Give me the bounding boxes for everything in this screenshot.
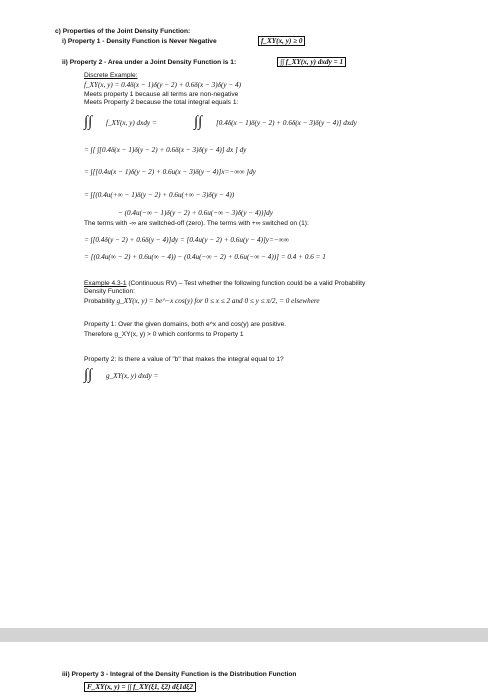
integral-equation-1-left: f_XY(x, y) dxdy = [106, 119, 157, 127]
meets-property-1-text: Meets property 1 because all terms are non-negative [84, 91, 239, 98]
example-number: Example 4.3-1 [84, 280, 127, 287]
property-3-formula: F_XY(x, y) = ∫∫ f_XY(ξ1, ξ2) dξ1dξ2 [84, 682, 196, 692]
integral-equation-4a: = ∫[(0.4u(+∞ − 1)δ(y − 2) + 0.6u(+∞ − 3)δ(y − 4)) [84, 191, 235, 199]
property-1-formula: f_XY(x, y) ≥ 0 [258, 36, 305, 46]
meets-property-2-text: Meets Property 2 because the total integral equals 1: [84, 99, 239, 106]
integral-equation-5: = ∫[0.4δ(y − 2) + 0.6δ(y − 4)]dy = [0.4u(y − 2) + 0.6u(y − 4)]y=−∞∞ [84, 236, 289, 244]
example-title-line-2: Density Function: [84, 288, 135, 295]
page-separator [0, 628, 488, 642]
example-property-2: Property 2: Is there a value of "b" that makes the integral equal to 1? [84, 356, 284, 363]
document-page-2 [0, 642, 488, 700]
example-title [84, 280, 365, 288]
property-2-formula: ∫∫ f_XY(x, y) dxdy = 1 [277, 57, 346, 67]
double-integral-symbol: ∫∫ [84, 367, 93, 383]
double-integral-symbol: ∫∫ [194, 114, 203, 130]
integral-equation-2: = ∫[ ∫[0.4δ(x − 1)δ(y − 2) + 0.6δ(x − 3)δ(y − 4)] dx ] dy [84, 146, 247, 154]
example-integral-equation: g_XY(x, y) dxdy = [106, 372, 159, 380]
discrete-example-equation: f_XY(x, y) = 0.4δ(x − 1)δ(y − 2) + 0.6δ(x − 3)δ(y − 4) [84, 81, 242, 89]
example-property-1-conclusion: Therefore g_XY(x, y) > 0 which conforms to Property 1 [84, 331, 244, 338]
property-3-label: iii) Property 3 - Integral of the Density Function is the Distribution Function [62, 671, 297, 678]
discrete-example-title: Discrete Example: [84, 72, 138, 79]
probability-equation: g_XY(x, y) = be^−x cos(y) for 0 ≤ x ≤ 2 and 0 ≤ y ≤ π/2, = 0 elsewhere [116, 297, 320, 305]
example-property-1: Property 1: Over the given domains, both e^x and cos(y) are positive. [84, 321, 287, 328]
integral-equation-1-right: [0.4δ(x − 1)δ(y − 2) + 0.6δ(x − 3)δ(y − 4)] dxdy [216, 119, 357, 127]
probability-label: Probability [84, 298, 115, 305]
integral-equation-4b: − (0.4u(−∞ − 1)δ(y − 2) + 0.6u(−∞ − 3)δ(y − 4))]dy [118, 209, 273, 217]
double-integral-symbol: ∫∫ [84, 114, 93, 130]
example-description: (Continuous RV) – Test whether the following function could be a valid Probability [126, 280, 366, 287]
probability-row [84, 297, 320, 306]
terms-switched-note: The terms with -∞ are switched-off (zero). The terms with +∞ switched on (1): [84, 220, 309, 227]
integral-equation-6: = [(0.4u(∞ − 2) + 0.6u(∞ − 4)) − (0.4u(−∞ − 2) + 0.6u(−∞ − 4))] = 0.4 + 0.6 = 1 [84, 253, 326, 261]
property-2-label: ii) Property 2 - Area under a Joint Density Function is 1: [62, 59, 237, 66]
property-1-label: i) Property 1 - Density Function is Never Negative [62, 38, 217, 45]
section-heading: c) Properties of the Joint Density Function: [55, 28, 191, 35]
integral-equation-3: = ∫[[0.4u(x − 1)δ(y − 2) + 0.6u(x − 3)δ(y − 4)]x=−∞∞ ]dy [84, 168, 256, 176]
